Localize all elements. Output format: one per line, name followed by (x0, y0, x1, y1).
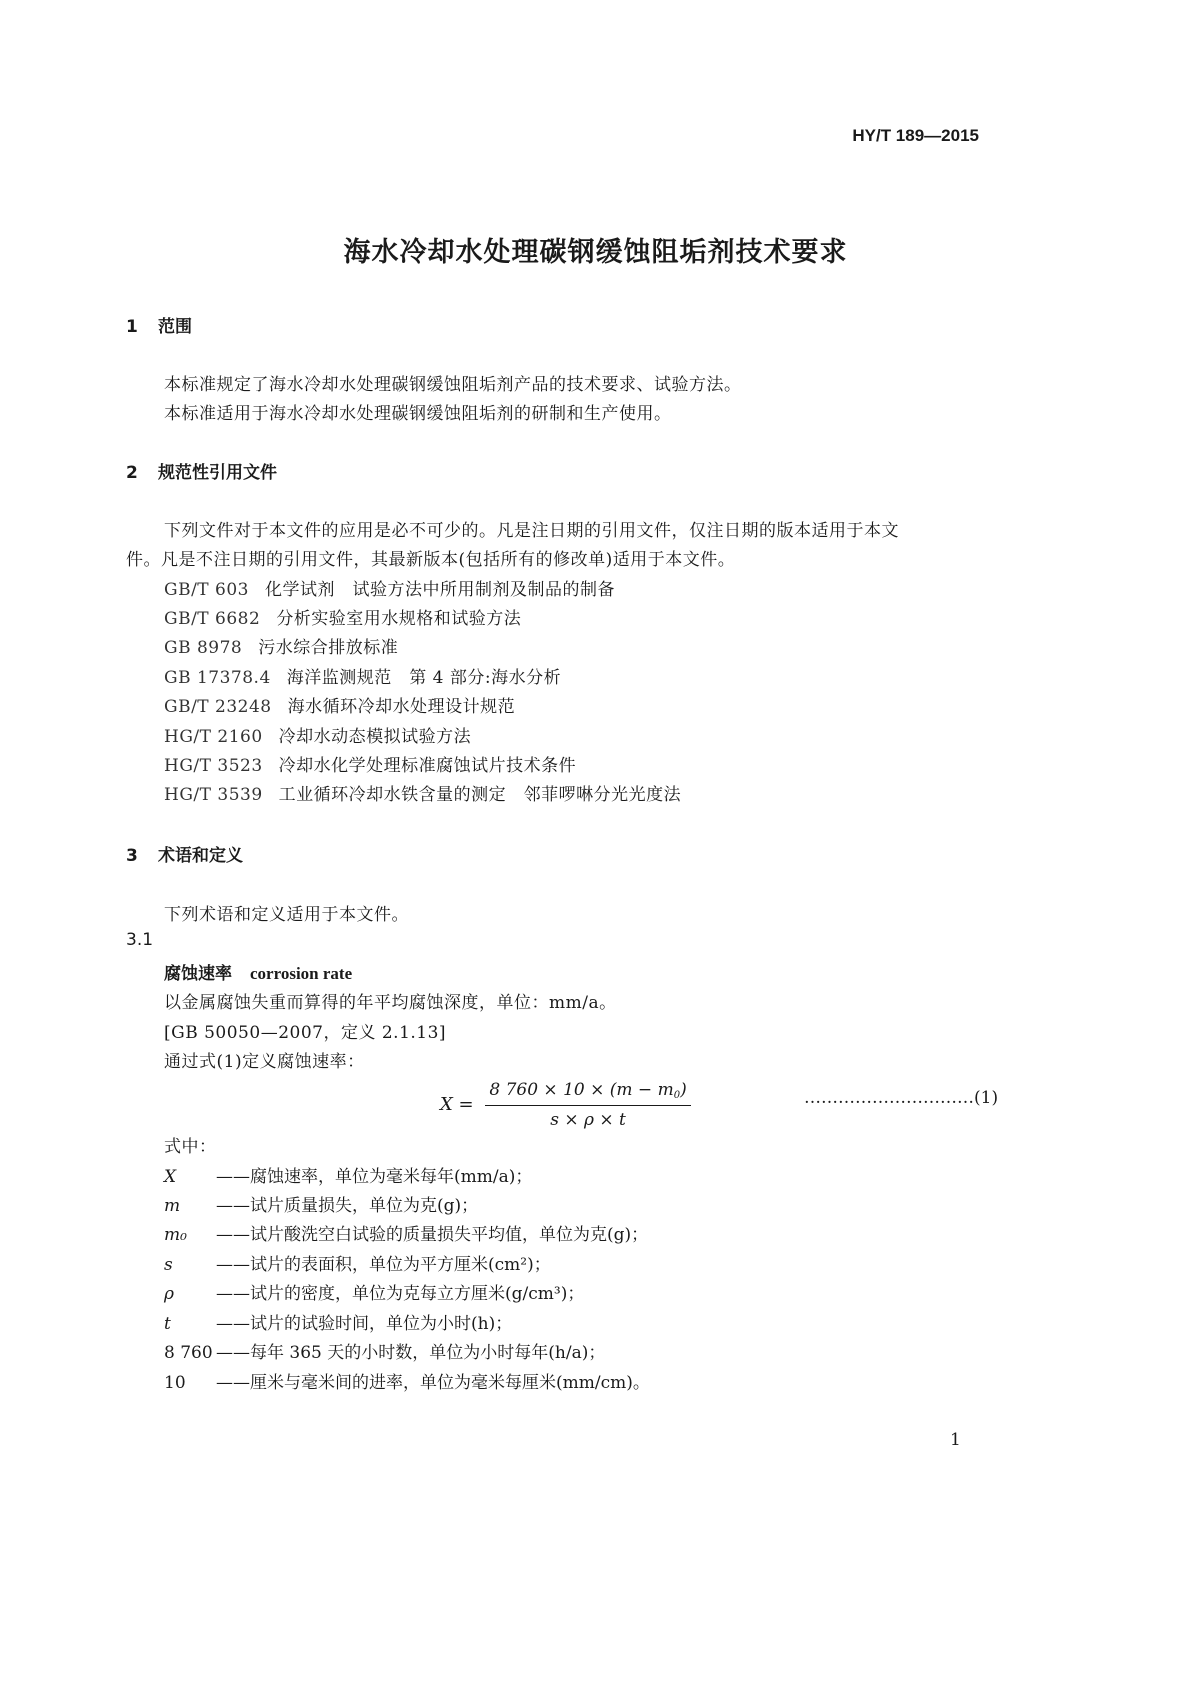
symbol: 10 (164, 1373, 186, 1393)
reference-code: GB 8978 (164, 638, 243, 658)
section-1-heading (126, 312, 192, 337)
symbol-description: ——试片的试验时间，单位为小时(h)； (216, 1314, 513, 1334)
reference-item (164, 604, 521, 629)
equation-number: …………………………(1) (804, 1088, 999, 1108)
reference-code: GB/T 23248 (164, 697, 272, 717)
paragraph: 本标准适用于海水冷却水处理碳钢缓蚀阻垢剂的研制和生产使用。 (164, 404, 672, 424)
symbol-row (164, 1191, 478, 1216)
symbol-row (164, 1338, 605, 1363)
section-2-heading (126, 458, 277, 483)
term-english: corrosion rate (250, 964, 353, 983)
symbol-description: ——试片酸洗空白试验的质量损失平均值，单位为克(g)； (216, 1225, 649, 1245)
symbol: X (164, 1167, 177, 1187)
page-number: 1 (950, 1430, 961, 1450)
symbol: 8 760 (164, 1343, 213, 1363)
section-title: 规范性引用文件 (158, 463, 277, 483)
symbol-row (164, 1309, 512, 1334)
reference-item (164, 780, 681, 805)
symbol: m₀ (164, 1225, 187, 1245)
formula-fraction (485, 1080, 690, 1130)
section-number: 3 (126, 846, 138, 866)
symbol-row (164, 1368, 650, 1393)
term-source: [GB 50050—2007，定义 2.1.13] (164, 1023, 447, 1043)
formula-intro: 通过式(1)定义腐蚀速率： (164, 1052, 365, 1072)
reference-title: 化学试剂 试验方法中所用制剂及制品的制备 (265, 580, 615, 600)
reference-code: HG/T 2160 (164, 727, 263, 747)
reference-code: GB/T 603 (164, 580, 249, 600)
reference-item (164, 633, 398, 658)
paragraph: 下列术语和定义适用于本文件。 (164, 905, 409, 925)
reference-title: 分析实验室用水规格和试验方法 (276, 609, 522, 629)
symbol-description: ——每年 365 天的小时数，单位为小时每年(h/a)； (216, 1343, 606, 1363)
section-number: 1 (126, 317, 138, 337)
reference-item (164, 692, 515, 717)
reference-item (164, 575, 615, 600)
symbol: s (164, 1255, 173, 1275)
symbol-row (164, 1220, 648, 1245)
reference-item (164, 751, 576, 776)
term-chinese: 腐蚀速率 (164, 964, 232, 984)
section-title: 术语和定义 (158, 846, 243, 866)
symbol-row (164, 1250, 551, 1275)
reference-title: 冷却水化学处理标准腐蚀试片技术条件 (278, 756, 577, 776)
paragraph: 下列文件对于本文件的应用是必不可少的。凡是注日期的引用文件，仅注日期的版本适用于本文 (164, 521, 899, 541)
reference-title: 海洋监测规范 第 4 部分:海水分析 (286, 668, 562, 688)
reference-title: 污水综合排放标准 (258, 638, 399, 658)
standard-number: HY/T 189—2015 (852, 126, 979, 145)
reference-item (164, 663, 561, 688)
section-number: 2 (126, 463, 138, 483)
reference-title: 工业循环冷却水铁含量的测定 邻菲啰啉分光光度法 (278, 785, 682, 805)
where-label: 式中： (164, 1137, 217, 1157)
formula-denominator: s × ρ × t (550, 1110, 626, 1130)
document-title: 海水冷却水处理碳钢缓蚀阻垢剂技术要求 (343, 237, 848, 268)
reference-item (164, 722, 471, 747)
symbol: t (164, 1314, 171, 1334)
symbol-description: ——试片的密度，单位为克每立方厘米(g/cm³)； (216, 1284, 585, 1304)
section-3-heading (126, 841, 243, 866)
paragraph: 本标准规定了海水冷却水处理碳钢缓蚀阻垢剂产品的技术要求、试验方法。 (164, 375, 742, 395)
formula-numerator: 8 $760 \times 10 \times (m - m_0)$ (485, 1080, 690, 1106)
symbol-description: ——试片质量损失，单位为克(g)； (216, 1196, 479, 1216)
reference-code: HG/T 3523 (164, 756, 263, 776)
symbol-description: ——厘米与毫米间的进率，单位为毫米每厘米(mm/cm)。 (216, 1373, 650, 1393)
term-heading (164, 959, 352, 984)
section-title: 范围 (158, 317, 192, 337)
symbol-description: ——腐蚀速率，单位为毫米每年(mm/a)； (216, 1167, 533, 1187)
formula (440, 1080, 691, 1130)
symbol-row (164, 1279, 584, 1304)
symbol-row (164, 1162, 532, 1187)
symbol: ρ (164, 1284, 174, 1304)
reference-code: GB 17378.4 (164, 668, 271, 688)
formula-lhs: X = (440, 1094, 474, 1115)
reference-title: 海水循环冷却水处理设计规范 (287, 697, 516, 717)
symbol-description: ——试片的表面积，单位为平方厘米(cm²)； (216, 1255, 551, 1275)
reference-code: GB/T 6682 (164, 609, 261, 629)
symbol: m (164, 1196, 181, 1216)
subsection-number: 3.1 (126, 930, 154, 950)
term-definition: 以金属腐蚀失重而算得的年平均腐蚀深度，单位：mm/a。 (164, 993, 617, 1013)
reference-code: HG/T 3539 (164, 785, 263, 805)
reference-title: 冷却水动态模拟试验方法 (278, 727, 472, 747)
paragraph: 件。凡是不注日期的引用文件，其最新版本(包括所有的修改单)适用于本文件。 (126, 550, 736, 570)
